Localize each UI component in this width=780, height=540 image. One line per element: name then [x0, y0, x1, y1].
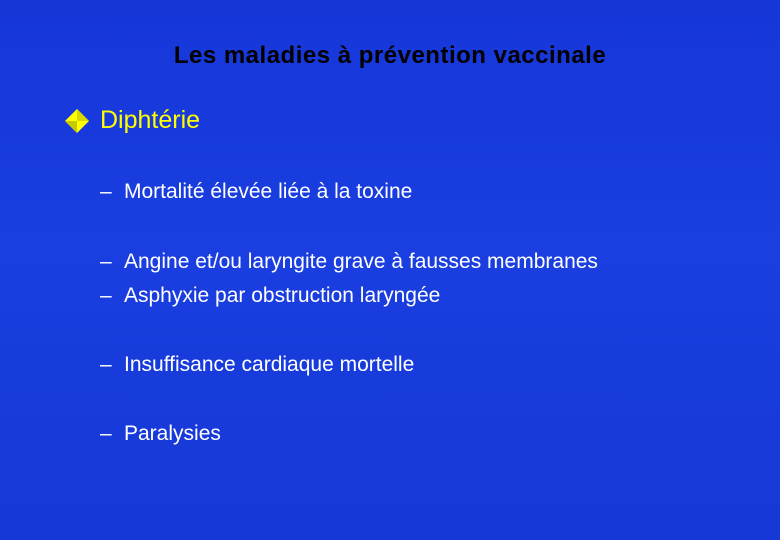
list-item [100, 250, 598, 274]
item-text: Mortalité élevée liée à la toxine [124, 180, 413, 203]
list-item [100, 353, 414, 377]
item-text: Angine et/ou laryngite grave à fausses membranes [124, 250, 598, 273]
item-text: Paralysies [124, 422, 221, 445]
dash-marker: – [100, 422, 112, 445]
heading-row [64, 106, 200, 135]
slide-title: Les maladies à prévention vaccinale [173, 42, 607, 69]
diamond-bullet-icon [64, 108, 90, 134]
item-text: Asphyxie par obstruction laryngée [124, 284, 441, 307]
item-text: Insuffisance cardiaque mortelle [124, 353, 415, 376]
dash-marker: – [100, 284, 112, 307]
list-item [100, 180, 412, 204]
heading-diphterie: Diphtérie [100, 106, 201, 134]
dash-marker: – [100, 180, 112, 203]
dash-marker: – [100, 353, 112, 376]
list-item [100, 422, 221, 446]
dash-marker: – [100, 250, 112, 273]
list-item [100, 284, 440, 308]
